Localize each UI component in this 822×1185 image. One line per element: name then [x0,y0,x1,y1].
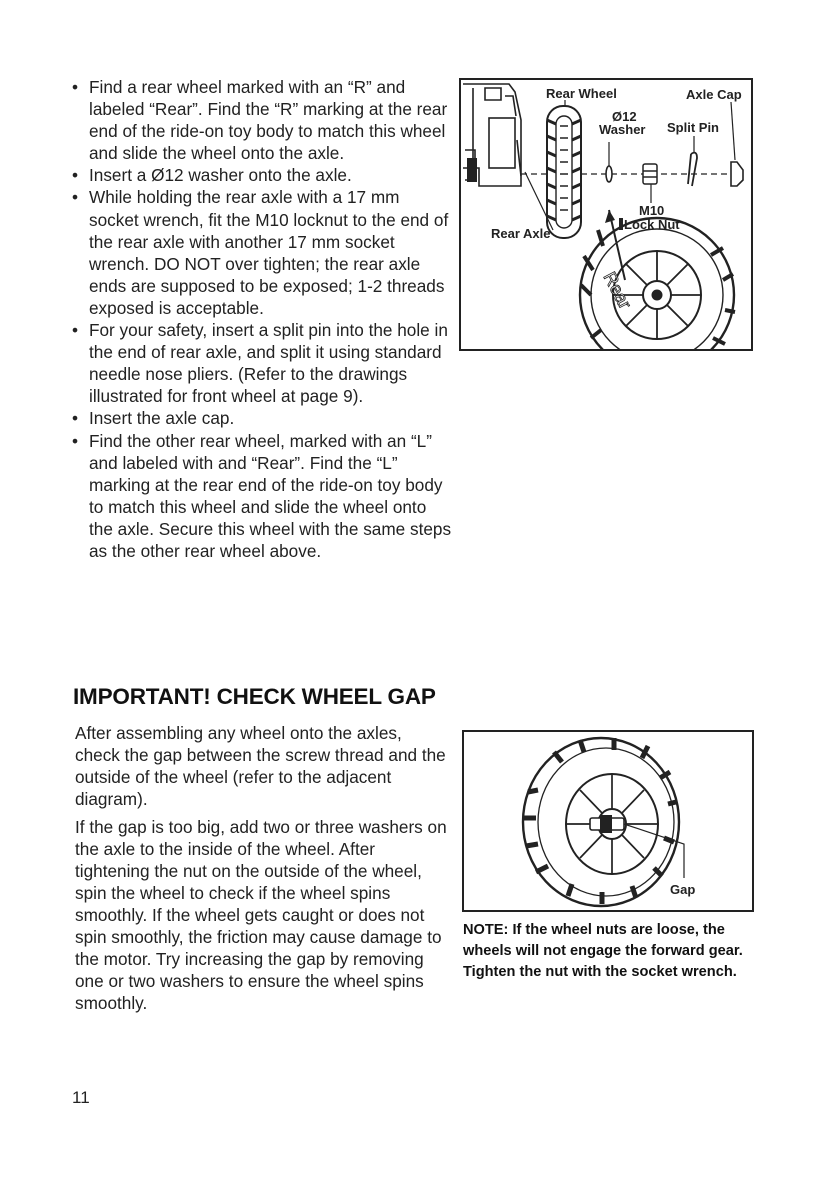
rear-axle-label: Rear Axle [491,226,551,241]
step-item: • Insert the axle cap. [72,407,452,429]
washer-illustration [606,166,612,182]
section-title: IMPORTANT! CHECK WHEEL GAP [73,684,436,709]
nut-size-label: M10 [639,203,665,218]
tire-rear-marking: Rear [599,268,636,313]
washer-label: Washer [599,122,646,137]
step-item: • Find the other rear wheel, marked with an “L” and labeled with and “Rear”. Find the “L” marking at the rear end of the ride-on toy body to match this wheel and slide the wheel onto the axle. Secure this wheel with the same steps as the other rear wheel above. [72,430,452,563]
lock-nut-label: Lock Nut [624,217,680,232]
split-pin-illustration [688,153,697,186]
step-item: • For your safety, insert a split pin into the hole in the end of rear axle, and split it using standard needle nose pliers. (Refer to the drawings illustrated for front wheel at page 9). [72,319,452,407]
axle-cap-illustration [731,162,743,186]
wheel-gap-diagram [462,730,754,912]
step-item: • Find a rear wheel marked with an “R” and labeled “Rear”. Find the “R” marking at the rear end of the ride-on toy body to match this wheel and slide the wheel onto the axle. [72,76,452,164]
note-body: If the wheel nuts are loose, the wheels will not engage the forward gear. Tighten the nut with the socket wrench. [463,922,743,980]
note-text [463,920,753,983]
washer-size-label: Ø12 [612,109,637,124]
rear-wheel-label: Rear Wheel [546,86,617,101]
note-lead: NOTE: [463,922,509,938]
gap-label: Gap [670,882,696,897]
lock-nut-illustration [643,164,657,184]
intro-paragraph: After assembling any wheel onto the axles, check the gap between the screw thread and the outside of the wheel (refer to the adjacent diagram). [75,723,446,809]
step-item: • While holding the rear axle with a 17 mm socket wrench, fit the M10 locknut to the end of the rear axle with another 17 mm socket wrench. DO NOT over tighten; the rear axle ends are supposed to be exposed; 1-2 threads exposed is acceptable. [72,186,452,319]
rear-wheel-assembly-diagram [459,78,753,351]
rear-wheel-illustration [547,106,581,238]
step-item: • Insert a Ø12 washer onto the axle. [72,164,452,186]
gap-paragraph: If the gap is too big, add two or three washers on the axle to the inside of the wheel. After tightening the nut on the outside of the wheel, spin the wheel to check if the wheel spins smoothly. If the wheel gets caught or does not spin smoothly, the friction may cause damage to the motor. Try increasing the gap by removing one or two washers to ensure the wheel spins smoothly. [75,817,447,1013]
page-number: 11 [72,1088,90,1107]
split-pin-label: Split Pin [667,120,719,135]
axle-cap-label: Axle Cap [686,87,742,102]
assembly-steps [72,76,452,562]
